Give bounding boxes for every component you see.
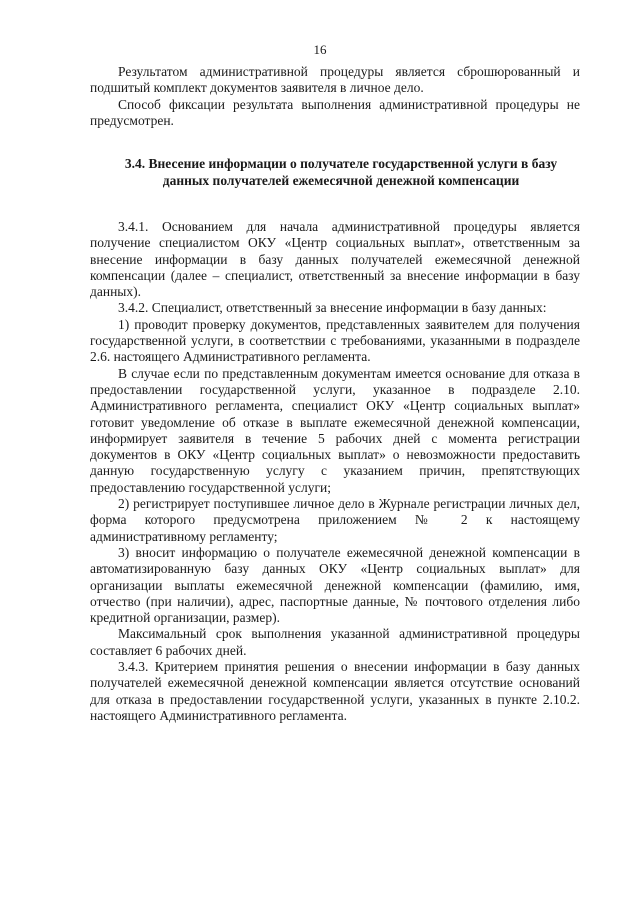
page-number: 16	[313, 42, 327, 57]
paragraph-max-term: Максимальный срок выполнения указанной административной процедуры составляет 6 рабочих дней.	[90, 626, 580, 658]
intro-paragraph-result: Результатом административной процедуры является сброшюрованный и подшитый комплект документов заявителя в личное дело.	[90, 64, 580, 96]
intro-paragraph-fixation: Способ фиксации результата выполнения административной процедуры не предусмотрен.	[90, 96, 580, 128]
paragraph-3-4-1: 3.4.1. Основанием для начала административной процедуры является получение специалистом ОКУ «Центр социальных выплат», ответственным за внесение информации в базу данных получателей ежемесячной денежной компенсации (далее – специалист, ответственный за внесение информации в базу данных).	[90, 219, 580, 300]
paragraph-3-4-3: 3.4.3. Критерием принятия решения о внесении информации в базу данных получателей ежемесячной денежной компенсации является отсутствие оснований для отказа в предоставлении государственной услуги, указанных в пункте 2.10.2. настоящего Административного регламента.	[90, 659, 580, 723]
section-heading: 3.4. Внесение информации о получателе государственной услуги в базу данных получателей ежемесячной денежной компенсации	[124, 156, 558, 188]
paragraph-item-3: 3) вносит информацию о получателе ежемесячной денежной компенсации в автоматизированную базу данных ОКУ «Центр социальных выплат» для организации выплаты ежемесячной денежной компенсации (фамилию, имя, отчество (при наличии), адрес, паспортные данные, № почтового отделения либо кредитной организации, размер).	[90, 544, 580, 626]
section-body	[90, 219, 580, 724]
paragraph-item-1: 1) проводит проверку документов, представленных заявителем для получения государственной услуги, в соответствии с требованиями, указанными в подразделе 2.6. настоящего Административного регламента.	[90, 316, 580, 365]
intro-block	[90, 64, 580, 129]
paragraph-3-4-2: 3.4.2. Специалист, ответственный за внесение информации в базу данных:	[118, 300, 547, 316]
paragraph-item-2: 2) регистрирует поступившее личное дело в Журнале регистрации личных дел, форма которого предусмотрена приложением № 2 к настоящему административному регламенту;	[90, 496, 580, 544]
paragraph-refusal-case: В случае если по представленным документам имеется основание для отказа в предоставлении государственной услуги, указанное в подразделе 2.10. Административного регламента, специалист ОКУ «Центр социальных выплат» готовит уведомление об отказе в выплате ежемесячной денежной компенсации, информирует заявителя в течение 5 рабочих дней с момента регистрации документов в ОКУ «Центр социальных выплат» о невозможности предоставить данную государственную услугу с указанием причин, препятствующих предоставлению государственной услуги;	[90, 365, 580, 495]
